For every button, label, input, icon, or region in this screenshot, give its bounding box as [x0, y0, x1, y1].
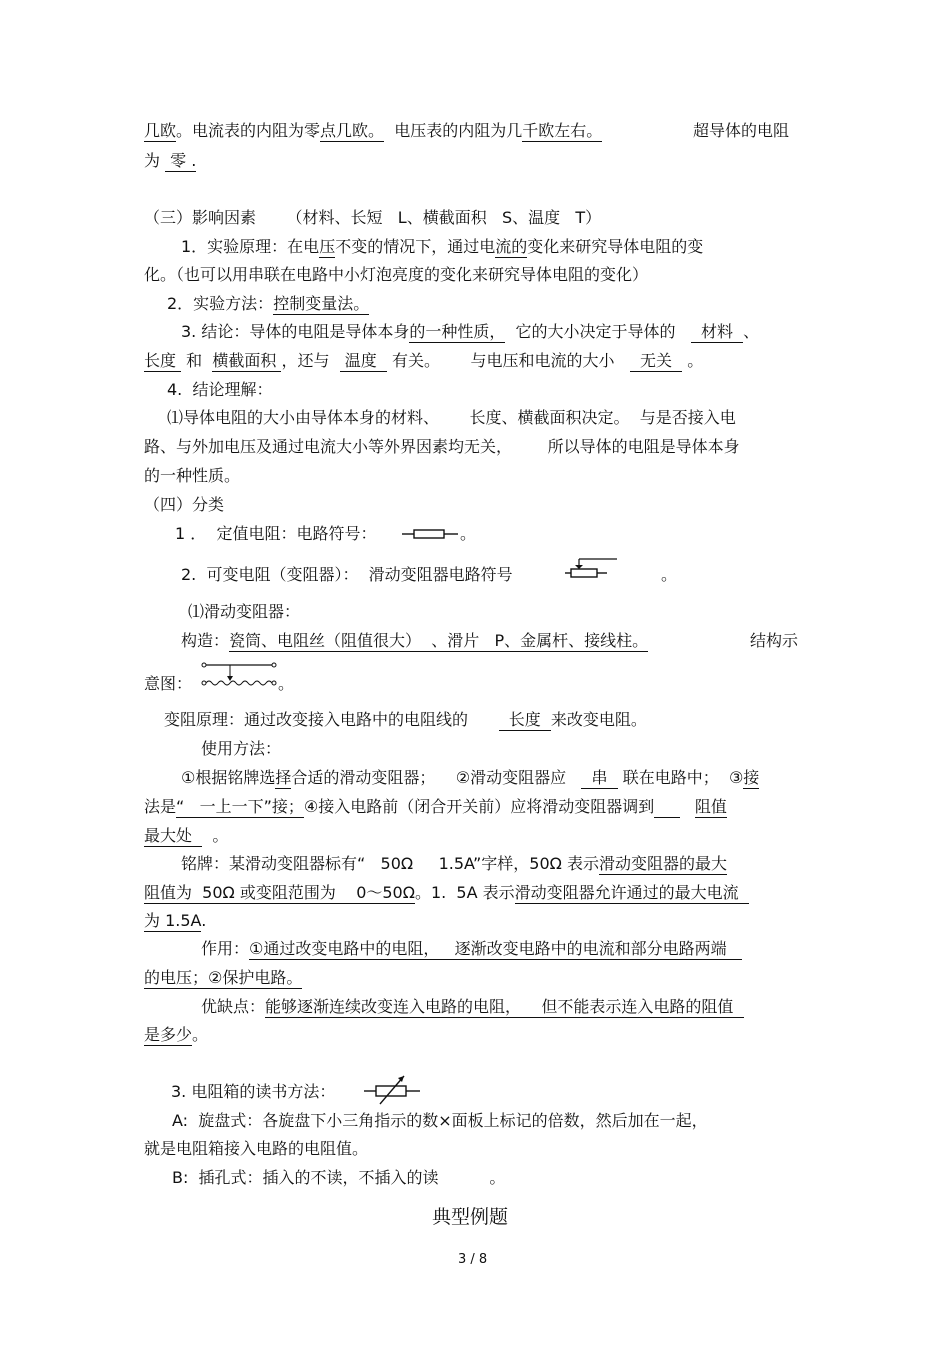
text: 几欧 — [144, 121, 177, 140]
text: 长度 — [144, 351, 182, 370]
text-line: B: 插孔式：插入的不读，不插入的读 。 — [172, 1168, 506, 1187]
text-line: 使用方法： — [201, 739, 282, 758]
text: 千欧左右。 — [522, 121, 603, 140]
text: 为 — [144, 151, 166, 170]
text — [680, 797, 695, 816]
page-number: 3 / 8 — [458, 1252, 488, 1267]
text-line: 3. 电阻箱的读书方法： — [171, 1082, 336, 1101]
text: 。电流表的内阻为零 — [176, 121, 321, 140]
text: “ 一上一下”接； — [176, 797, 304, 816]
text: 滑动变阻器的最大 — [598, 854, 727, 873]
text-line — [144, 882, 749, 904]
text: 阻值 — [694, 797, 727, 816]
text: 电压表的内阻为几 — [384, 121, 523, 140]
text: 滑动变阻器允许通过的最大电流 — [514, 883, 749, 902]
text: 3. 结论：导体的电阻是导体本身 — [181, 322, 410, 341]
text: 联在电路中； ③ — [617, 768, 744, 787]
section-heading: （三）影响因素 （材料、长短 L、横截面积 S、温度 T） — [144, 208, 602, 227]
text: 不变的情况下，通过电 — [335, 237, 496, 256]
text-line: A: 旋盘式：各旋盘下小三角指示的数×面板上标记的倍数，然后加在一起， — [172, 1111, 708, 1130]
text-line — [201, 996, 744, 1018]
text-line: 的一种性质。 — [144, 466, 241, 485]
text-line — [144, 120, 602, 142]
text: 流的 — [495, 237, 528, 256]
text-line: 化。（也可以用串联在电路中小灯泡亮度的变化来研究导体电阻的变化） — [144, 265, 649, 284]
resistance-box-icon — [364, 1072, 424, 1106]
text: 、 — [743, 322, 760, 341]
text: ①通过改变电路中的电阻， 逐渐改变电路中的电流和部分电路两端 — [249, 939, 742, 958]
text: ④接入电路前（闭合开关前）应将滑动变阻器调到 — [303, 797, 655, 816]
text: 零 . — [165, 151, 197, 170]
text-line — [144, 350, 703, 372]
text-line — [164, 709, 647, 731]
text-line — [144, 967, 302, 989]
text-line: ⑴滑动变阻器： — [188, 602, 301, 621]
text-line — [144, 1024, 208, 1046]
text: ，还与 — [281, 351, 340, 370]
text: 无关 — [629, 351, 683, 370]
text: 。 — [192, 1025, 209, 1044]
text-line — [201, 938, 742, 960]
text: 。 — [460, 524, 477, 543]
text: ①根据铭牌选 — [181, 768, 276, 787]
text: 是多少 — [144, 1025, 193, 1044]
rheostat-icon — [565, 556, 621, 582]
text-line: 4. 结论理解： — [167, 380, 273, 399]
text: 择 — [275, 768, 292, 787]
section-heading: （四）分类 — [144, 495, 225, 514]
text: 优缺点： — [201, 997, 266, 1016]
text: 铭牌：某滑动变阻器标有“ 50Ω 1.5A”字样，50Ω 表示 — [181, 854, 599, 873]
text: 合适的滑动变阻器； ②滑动变阻器应 — [291, 768, 582, 787]
text: 构造： — [181, 631, 230, 650]
text: 。 — [278, 674, 295, 693]
text: 的一种性质， — [409, 322, 506, 341]
text-line — [144, 796, 727, 818]
text: 控制变量法。 — [273, 294, 370, 313]
text-line: 2. 可变电阻（变阻器）： 滑动变阻器电路符号 — [181, 565, 513, 584]
rheostat-diagram-icon — [200, 660, 280, 690]
text: 法是 — [144, 797, 177, 816]
text: 。 — [202, 826, 229, 845]
text: 阻值为 50Ω 或变阻范围为 0～50Ω — [144, 883, 415, 902]
text: 点几欧。 — [320, 121, 385, 140]
text-line — [181, 767, 759, 789]
text: 和 — [181, 351, 213, 370]
text: 它的大小决定于导体的 — [505, 322, 691, 341]
text: 。 — [682, 351, 704, 370]
fixed-resistor-icon — [402, 526, 462, 542]
text: 温度 — [339, 351, 387, 370]
page-heading: 典型例题 — [432, 1206, 509, 1228]
text: 2．实验方法： — [167, 294, 274, 313]
text: 压 — [319, 237, 336, 256]
text-line: 路、与外加电压及通过电流大小等外界因素均无关， 所以导体的电阻是导体本身 — [144, 437, 740, 456]
text: 1．实验原理：在电 — [181, 237, 320, 256]
text: 材料 — [690, 322, 744, 341]
text: 瓷筒、电阻丝（阻值很大） 、滑片 P、金属杆、接线柱。 — [229, 631, 649, 650]
text-line: ⑴导体电阻的大小由导体本身的材料、 长度、横截面积决定。 与是否接入电 — [167, 408, 736, 427]
text: 长度 — [498, 710, 551, 729]
text-line: 1 ． 定值电阻：电路符号： — [175, 524, 377, 543]
text-line — [144, 150, 196, 172]
text: 来改变电阻。 — [550, 710, 647, 729]
text: 横截面积 — [212, 351, 282, 370]
text: 的电压；②保护电路。 — [144, 968, 303, 987]
text: 变化来研究导体电阻的变 — [527, 237, 704, 256]
text-line — [181, 236, 703, 258]
text: 。 — [661, 565, 678, 584]
text: 接 — [743, 768, 760, 787]
text: . — [201, 911, 207, 930]
text-line: 就是电阻箱接入电路的电阻值。 — [144, 1139, 369, 1158]
text-line: 意图： — [144, 674, 193, 693]
text: 能够逐渐连续改变连入电路的电阻， 但不能表示连入电路的阻值 — [265, 997, 744, 1016]
text-line — [144, 910, 206, 932]
text-line — [181, 853, 727, 875]
text: 有关。 与电压和电流的大小 — [386, 351, 630, 370]
text-line — [181, 321, 759, 343]
text: 变阻原理：通过改变接入电路中的电阻线的 — [164, 710, 499, 729]
text: 作用： — [201, 939, 250, 958]
text: 。1. 5A 表示 — [414, 883, 515, 902]
text — [654, 797, 679, 818]
text: 为 1.5A — [144, 911, 202, 930]
text: 串 — [581, 768, 618, 787]
text-line — [181, 630, 648, 652]
text-line: 超导体的电阻 — [693, 121, 790, 140]
text: 最大处 — [144, 826, 203, 845]
text-line — [144, 825, 228, 847]
text-line: 结构示 — [750, 631, 799, 650]
text-line — [167, 293, 369, 315]
